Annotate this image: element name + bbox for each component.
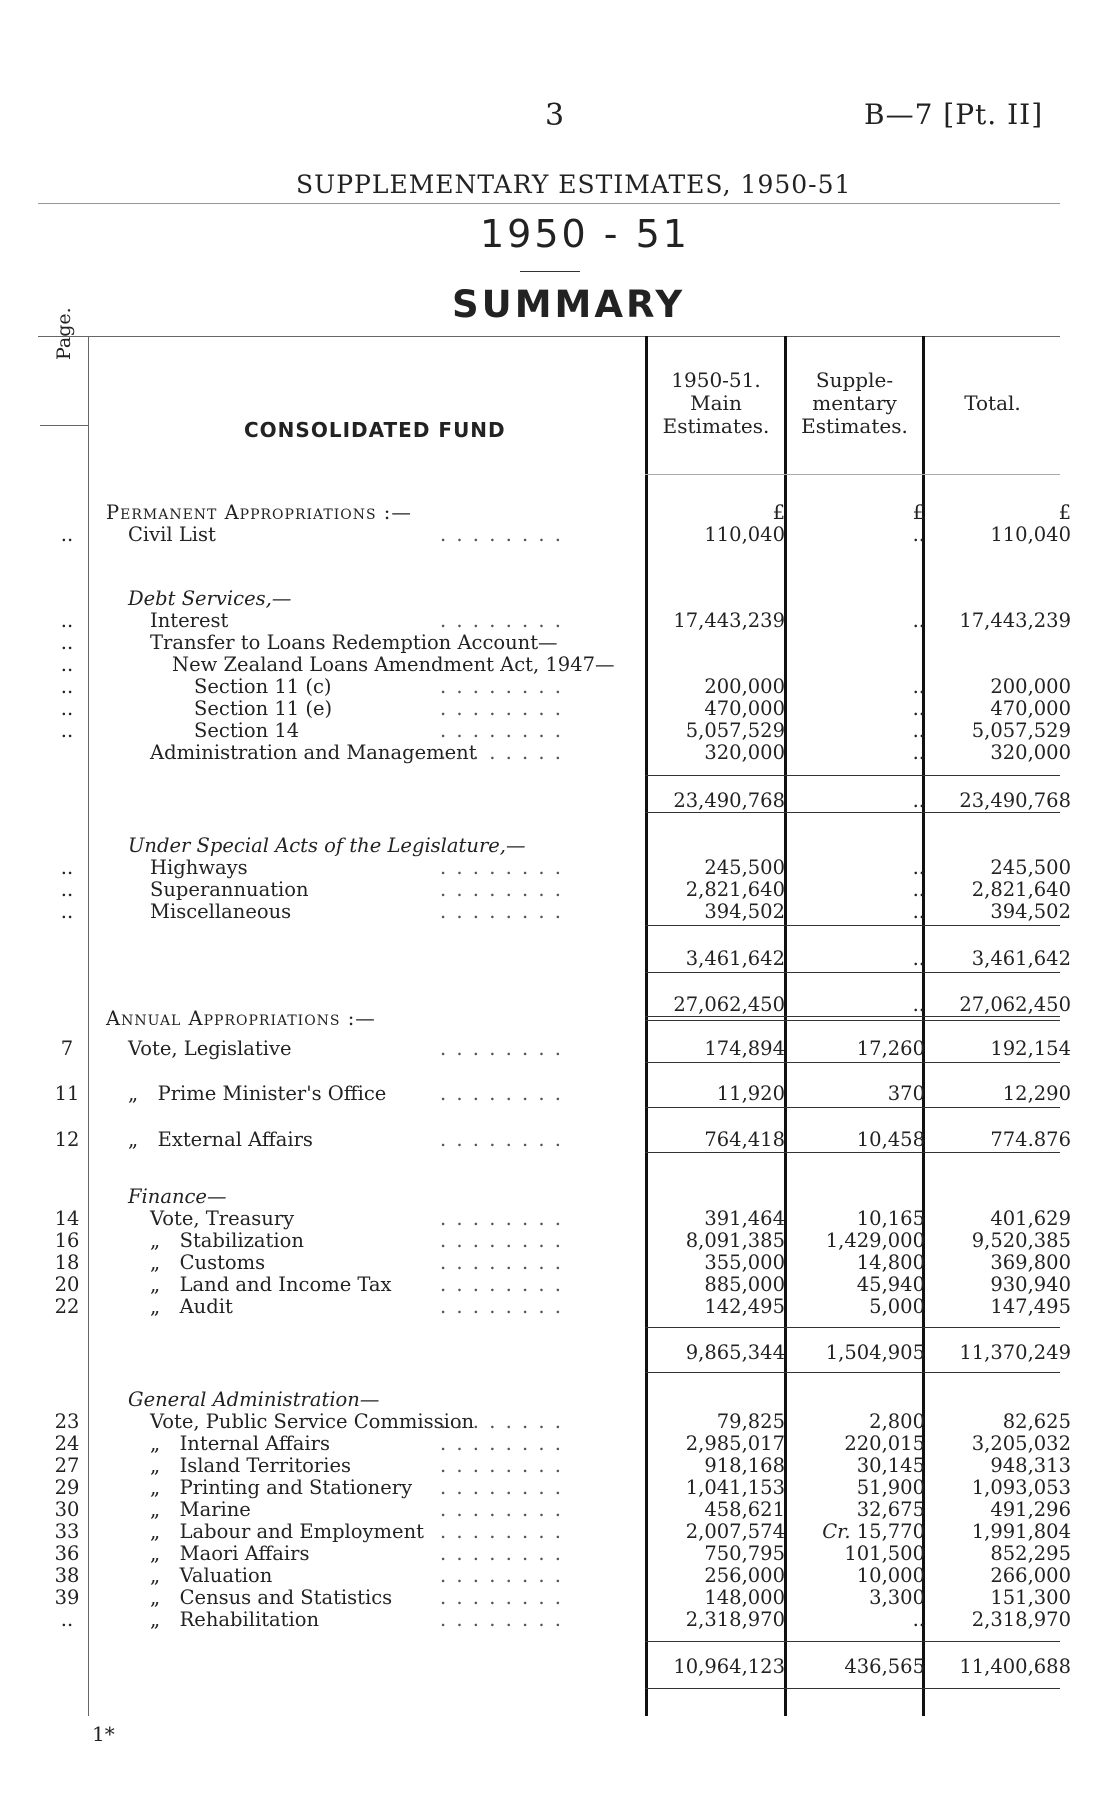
subtotal-rule-above [645, 1152, 1060, 1153]
header-bottom-rule [645, 474, 1060, 475]
table-row [0, 742, 1114, 764]
row-page-ref: 14 [54, 1207, 80, 1230]
main-estimate-value: 750,795 [704, 1542, 785, 1565]
leader-dots: . . . . . . . . [440, 900, 563, 923]
total-value: 930,940 [990, 1273, 1071, 1296]
supplementary-estimate-value: 10,000 [856, 1564, 925, 1587]
leader-dots: . . . . . . . . [440, 523, 563, 546]
leader-dots: . . . . . . . . [440, 609, 563, 632]
main-estimate-value: 17,443,239 [673, 609, 785, 632]
table-row [0, 1521, 1114, 1543]
row-page-ref: 30 [54, 1498, 80, 1521]
main-estimate-value: 355,000 [704, 1251, 785, 1274]
row-page-ref: .. [60, 719, 74, 742]
total-value: 2,318,970 [971, 1608, 1071, 1631]
leader-dots: . . . . . . . . [440, 1082, 563, 1105]
supplementary-estimate-value: 14,800 [856, 1251, 925, 1274]
supplementary-estimate-value: 101,500 [844, 1542, 925, 1565]
total-value: 11,370,249 [959, 1341, 1071, 1364]
main-estimate-value: £ [772, 501, 785, 524]
total-value: 147,495 [990, 1295, 1071, 1318]
main-estimate-value: 320,000 [704, 741, 785, 764]
subtotal-row [0, 1656, 1114, 1678]
total-value: 491,296 [990, 1498, 1071, 1521]
page-number: 3 [545, 98, 565, 133]
supplementary-estimate-value: 10,165 [856, 1207, 925, 1230]
table-row [0, 835, 1114, 857]
main-estimate-value: 2,318,970 [685, 1608, 785, 1631]
supplementary-estimate-value: 51,900 [856, 1476, 925, 1499]
supplementary-estimate-value: .. [912, 675, 925, 698]
leader-dots: . . . . . . . . [440, 1542, 563, 1565]
total-value: 9,520,385 [971, 1229, 1071, 1252]
leader-dots: . . . . . . . . [440, 1207, 563, 1230]
table-row [0, 1389, 1114, 1411]
row-label: „ Audit [150, 1295, 233, 1318]
main-estimate-value: 23,490,768 [673, 789, 785, 812]
supplementary-estimate-value: .. [912, 697, 925, 720]
total-value: 1,093,053 [971, 1476, 1071, 1499]
row-label: „ Labour and Employment [150, 1520, 424, 1543]
supplementary-estimate-value: .. [912, 523, 925, 546]
supplementary-estimate-value: 32,675 [856, 1498, 925, 1521]
supplementary-estimate-value: .. [912, 856, 925, 879]
main-estimate-value: 1,041,153 [685, 1476, 785, 1499]
main-estimate-value: 764,418 [704, 1128, 785, 1151]
table-row [0, 1455, 1114, 1477]
supplementary-estimate-value: .. [912, 609, 925, 632]
row-label: „ External Affairs [128, 1128, 313, 1151]
leader-dots: . . . . . . . . [440, 675, 563, 698]
row-label: „ Marine [150, 1498, 251, 1521]
leader-dots: . . . . . . . . [440, 1037, 563, 1060]
subtotal-rule-above [645, 1107, 1060, 1108]
row-label: Section 11 (e) [194, 697, 333, 720]
row-label: Section 11 (c) [194, 675, 332, 698]
row-page-ref: 18 [54, 1251, 80, 1274]
running-title: SUPPLEMENTARY ESTIMATES, 1950-51 [296, 170, 852, 199]
row-page-ref: .. [60, 653, 74, 676]
total-value: 27,062,450 [959, 993, 1071, 1016]
subtotal-rule-above [645, 1062, 1060, 1063]
table-row [0, 502, 1114, 524]
total-value: 948,313 [990, 1454, 1071, 1477]
leader-dots: . . . . . . . . [440, 697, 563, 720]
main-estimate-value: 918,168 [704, 1454, 785, 1477]
row-label: Civil List [128, 523, 216, 546]
leader-dots: . . . . . . . . [440, 1520, 563, 1543]
row-page-ref: .. [60, 856, 74, 879]
subtotal-rule-below [645, 1688, 1060, 1689]
supplementary-estimate-value: .. [912, 900, 925, 923]
total-value: 470,000 [990, 697, 1071, 720]
table-row [0, 1252, 1114, 1274]
table-row [0, 654, 1114, 676]
total-value: 3,461,642 [971, 947, 1071, 970]
table-row [0, 901, 1114, 923]
row-page-ref: 24 [54, 1432, 80, 1455]
supplementary-estimate-value: 1,429,000 [825, 1229, 925, 1252]
table-row [0, 1296, 1114, 1318]
total-value: 23,490,768 [959, 789, 1071, 812]
total-value: 2,821,640 [971, 878, 1071, 901]
table-row [0, 698, 1114, 720]
table-row [0, 1083, 1114, 1105]
table-row [0, 524, 1114, 546]
main-estimate-value: 8,091,385 [685, 1229, 785, 1252]
row-page-ref: 27 [54, 1454, 80, 1477]
row-page-ref: .. [60, 675, 74, 698]
total-value: 266,000 [990, 1564, 1071, 1587]
main-estimate-value: 110,040 [704, 523, 785, 546]
table-row [0, 1609, 1114, 1631]
row-page-ref: 20 [54, 1273, 80, 1296]
total-value: 774.876 [990, 1128, 1071, 1151]
row-label: Miscellaneous [150, 900, 292, 923]
main-estimate-value: 174,894 [704, 1037, 785, 1060]
supplementary-estimate-value: 220,015 [844, 1432, 925, 1455]
leader-dots: . . . . . . . . [440, 878, 563, 901]
leader-dots: . . . . . . . . [440, 1273, 563, 1296]
main-estimate-value: 470,000 [704, 697, 785, 720]
total-value: 82,625 [1002, 1410, 1071, 1433]
row-label: „ Land and Income Tax [150, 1273, 392, 1296]
table-row [0, 1008, 1114, 1030]
main-estimate-value: 2,985,017 [685, 1432, 785, 1455]
main-estimate-value: 148,000 [704, 1586, 785, 1609]
leader-dots: . . . . . . . . [440, 1128, 563, 1151]
main-estimate-value: 245,500 [704, 856, 785, 879]
document-reference: B—7 [Pt. II] [864, 98, 1044, 131]
table-row [0, 588, 1114, 610]
leader-dots: . . . . . . . . [440, 1410, 563, 1433]
main-estimate-value: 2,821,640 [685, 878, 785, 901]
supplementary-estimate-value: 1,504,905 [825, 1341, 925, 1364]
total-value: £ [1058, 501, 1071, 524]
main-estimate-value: 2,007,574 [685, 1520, 785, 1543]
row-label: „ Island Territories [150, 1454, 352, 1477]
row-page-ref: 23 [54, 1410, 80, 1433]
total-value: 12,290 [1002, 1082, 1071, 1105]
subtotal-rule-above [645, 1020, 1060, 1021]
supplementary-estimate-value: 370 [887, 1082, 925, 1105]
supplementary-estimate-value: .. [912, 719, 925, 742]
total-value: 192,154 [990, 1037, 1071, 1060]
table-row [0, 720, 1114, 742]
main-estimate-value: 142,495 [704, 1295, 785, 1318]
row-label: Under Special Acts of the Legislature,— [128, 834, 526, 857]
main-estimate-value: 79,825 [716, 1410, 785, 1433]
supplementary-estimate-value: 17,260 [856, 1037, 925, 1060]
row-page-ref: 39 [54, 1586, 80, 1609]
subtotal-row [0, 948, 1114, 970]
total-value: 852,295 [990, 1542, 1071, 1565]
leader-dots: . . . . . . . . [440, 1229, 563, 1252]
subtotal-rule-above [645, 1327, 1060, 1328]
row-label: Vote, Treasury [150, 1207, 295, 1230]
leader-dots: . . . . . . . . [440, 1498, 563, 1521]
table-row [0, 1186, 1114, 1208]
row-label: „ Rehabilitation [150, 1608, 320, 1631]
row-label: New Zealand Loans Amendment Act, 1947— [172, 653, 615, 676]
supplementary-estimate-value: .. [912, 878, 925, 901]
table-row [0, 1129, 1114, 1151]
supplementary-estimate-value: 5,000 [869, 1295, 925, 1318]
row-page-ref: 29 [54, 1476, 80, 1499]
row-label: Permanent Appropriations :— [106, 501, 412, 524]
page-column-heading: Page. [53, 307, 75, 360]
leader-dots: . . . . . . . . [440, 856, 563, 879]
subtotal-row [0, 1342, 1114, 1364]
supplementary-estimate-value: 3,300 [869, 1586, 925, 1609]
table-row [0, 1274, 1114, 1296]
row-label: „ Printing and Stationery [150, 1476, 413, 1499]
supplementary-estimate-value: 45,940 [856, 1273, 925, 1296]
fund-heading: CONSOLIDATED FUND [244, 418, 506, 442]
row-label: Vote, Public Service Commission [150, 1410, 475, 1433]
supplementary-estimate-value: £ [912, 501, 925, 524]
supplementary-estimate-value: .. [912, 741, 925, 764]
row-page-ref: .. [60, 697, 74, 720]
table-top-rule [38, 336, 1060, 337]
main-estimates-heading: 1950-51. Main Estimates. [662, 368, 770, 438]
total-value: 320,000 [990, 741, 1071, 764]
main-estimate-value: 200,000 [704, 675, 785, 698]
table-row [0, 1587, 1114, 1609]
row-label: Highways [150, 856, 248, 879]
row-label: Superannuation [150, 878, 309, 901]
row-page-ref: 11 [54, 1082, 80, 1105]
row-label: „ Census and Statistics [150, 1586, 393, 1609]
row-label: „ Prime Minister's Office [128, 1082, 387, 1105]
page-head-rule [40, 425, 88, 426]
row-page-ref: 7 [60, 1037, 74, 1060]
row-label: „ Customs [150, 1251, 266, 1274]
main-estimate-value: 885,000 [704, 1273, 785, 1296]
leader-dots: . . . . . . . . [440, 1608, 563, 1631]
supplementary-estimate-value: .. [912, 993, 925, 1016]
supplementary-estimate-value: .. [912, 789, 925, 812]
main-estimate-value: 391,464 [704, 1207, 785, 1230]
subtotal-row [0, 790, 1114, 812]
supplementary-estimate-value: 436,565 [844, 1655, 925, 1678]
subtotal-rule-below [645, 1372, 1060, 1373]
table-row [0, 879, 1114, 901]
table-row [0, 610, 1114, 632]
year-heading: 1950 - 51 [480, 212, 690, 256]
leader-dots: . . . . . . . . [440, 741, 563, 764]
subtotal-rule-above [645, 775, 1060, 776]
total-value: 17,443,239 [959, 609, 1071, 632]
title-rule [38, 203, 1060, 204]
table-row [0, 857, 1114, 879]
signature-mark: 1* [92, 1722, 115, 1746]
row-label: „ Stabilization [150, 1229, 304, 1252]
row-page-ref: 36 [54, 1542, 80, 1565]
total-value: 11,400,688 [959, 1655, 1071, 1678]
table-row [0, 1543, 1114, 1565]
leader-dots: . . . . . . . . [440, 1295, 563, 1318]
leader-dots: . . . . . . . . [440, 719, 563, 742]
row-page-ref: 33 [54, 1520, 80, 1543]
supplementary-estimate-value: .. [912, 947, 925, 970]
subtotal-rule-above [645, 972, 1060, 973]
leader-dots: . . . . . . . . [440, 1251, 563, 1274]
total-value: 401,629 [990, 1207, 1071, 1230]
table-row [0, 1208, 1114, 1230]
row-label: „ Valuation [150, 1564, 273, 1587]
total-value: 245,500 [990, 856, 1071, 879]
table-row [0, 1499, 1114, 1521]
row-page-ref: .. [60, 900, 74, 923]
main-estimate-value: 458,621 [704, 1498, 785, 1521]
total-value: 5,057,529 [971, 719, 1071, 742]
total-value: 1,991,804 [971, 1520, 1071, 1543]
row-label: Debt Services,— [128, 587, 292, 610]
table-row [0, 1411, 1114, 1433]
total-value: 369,800 [990, 1251, 1071, 1274]
row-page-ref: 38 [54, 1564, 80, 1587]
total-value: 110,040 [990, 523, 1071, 546]
summary-heading: SUMMARY [452, 283, 686, 326]
table-row [0, 1565, 1114, 1587]
supplementary-estimate-value: 10,458 [856, 1128, 925, 1151]
total-value: 394,502 [990, 900, 1071, 923]
supplementary-estimates-heading: Supple- mentary Estimates. [801, 368, 908, 438]
table-row [0, 676, 1114, 698]
main-estimate-value: 10,964,123 [673, 1655, 785, 1678]
leader-dots: . . . . . . . . [440, 1454, 563, 1477]
main-estimate-value: 11,920 [716, 1082, 785, 1105]
table-row [0, 1477, 1114, 1499]
leader-dots: . . . . . . . . [440, 1586, 563, 1609]
subtotal-rule-below [645, 812, 1060, 813]
table-row [0, 1230, 1114, 1252]
leader-dots: . . . . . . . . [440, 1476, 563, 1499]
row-label: Section 14 [194, 719, 300, 742]
supplementary-estimate-value: 30,145 [856, 1454, 925, 1477]
table-row [0, 1038, 1114, 1060]
supplementary-estimate-value: Cr. 15,770 [822, 1520, 925, 1543]
row-label: Annual Appropriations :— [106, 1007, 376, 1030]
total-heading: Total. [964, 391, 1021, 415]
row-label: Vote, Legislative [128, 1037, 292, 1060]
main-estimate-value: 256,000 [704, 1564, 785, 1587]
main-estimate-value: 5,057,529 [685, 719, 785, 742]
main-estimate-value: 394,502 [704, 900, 785, 923]
row-page-ref: 12 [54, 1128, 80, 1151]
supplementary-estimate-value: 2,800 [869, 1410, 925, 1433]
total-value: 151,300 [990, 1586, 1071, 1609]
row-page-ref: .. [60, 631, 74, 654]
row-label: Finance— [128, 1185, 227, 1208]
leader-dots: . . . . . . . . [440, 1564, 563, 1587]
leader-dots: . . . . . . . . [440, 1432, 563, 1455]
row-label: Administration and Management [150, 741, 477, 764]
row-label: „ Internal Affairs [150, 1432, 330, 1455]
supplementary-estimate-value: .. [912, 1608, 925, 1631]
row-label: General Administration— [128, 1388, 380, 1411]
row-page-ref: .. [60, 609, 74, 632]
table-row [0, 1433, 1114, 1455]
row-label: Transfer to Loans Redemption Account— [150, 631, 558, 654]
row-page-ref: 16 [54, 1229, 80, 1252]
subtotal-rule-above [645, 1641, 1060, 1642]
row-label: Interest [150, 609, 229, 632]
main-estimate-value: 9,865,344 [685, 1341, 785, 1364]
row-page-ref: .. [60, 1608, 74, 1631]
main-estimate-value: 27,062,450 [673, 993, 785, 1016]
total-value: 3,205,032 [971, 1432, 1071, 1455]
table-row [0, 632, 1114, 654]
row-page-ref: .. [60, 878, 74, 901]
row-page-ref: 22 [54, 1295, 80, 1318]
subtotal-rule-above [645, 925, 1060, 926]
main-estimate-value: 3,461,642 [685, 947, 785, 970]
year-underline [520, 271, 580, 272]
row-label: „ Maori Affairs [150, 1542, 310, 1565]
row-page-ref: .. [60, 523, 74, 546]
total-value: 200,000 [990, 675, 1071, 698]
